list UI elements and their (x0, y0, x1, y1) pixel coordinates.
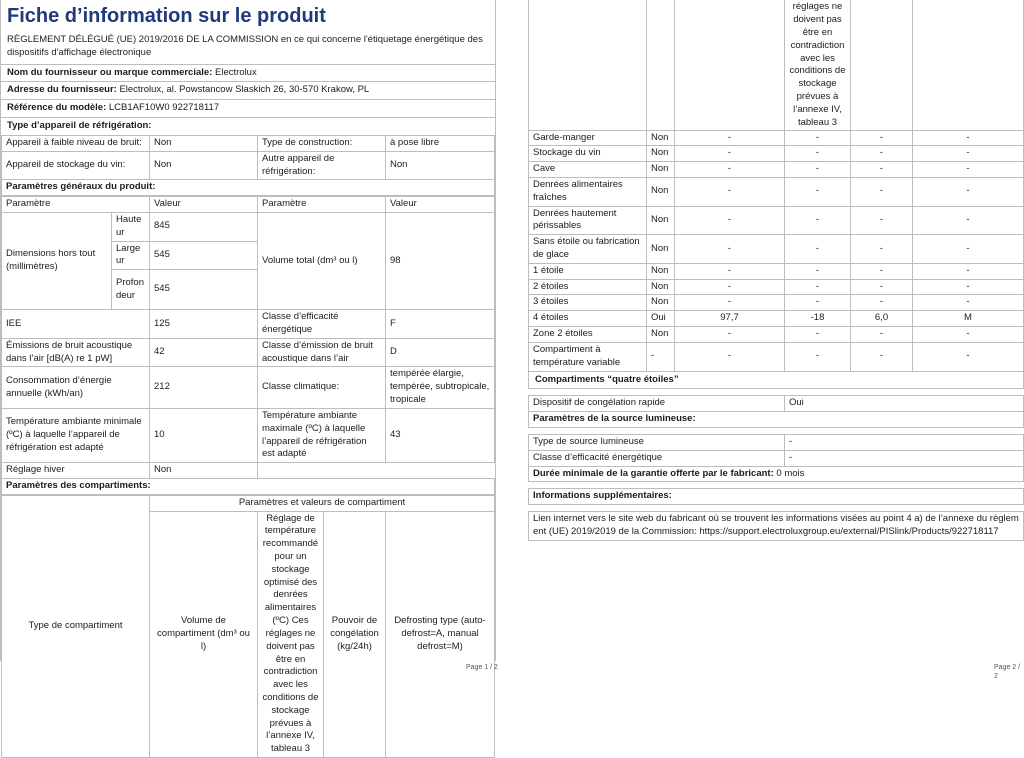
compartment-cell: Non (647, 295, 675, 311)
compartment-volume-header: Volume de compartiment (dm³ ou l) (150, 511, 258, 757)
compartment-cell: 6,0 (851, 311, 913, 327)
compartment-cell: - (675, 206, 785, 235)
compartment-row (529, 342, 1024, 371)
page-number-1: Page 1 / 2 (466, 664, 498, 671)
header-param: Paramètre (2, 197, 150, 213)
compartment-cell: Non (647, 130, 675, 146)
consumption-label: Consommation d’énergie annuelle (kWh/an) (2, 367, 150, 408)
compartment-cell: Non (647, 146, 675, 162)
volume-label: Volume total (dm³ ou l) (258, 212, 386, 309)
page-title: Fiche d’information sur le produit (7, 5, 326, 27)
wine-label: Appareil de stockage du vin: (2, 151, 150, 180)
tmin-label: Température ambiante minimale (ºC) à laquelle l’appareil de réfrigération est adapté (2, 408, 150, 462)
compartment-cell: - (913, 235, 1024, 264)
compartment-name: Zone 2 étoiles (529, 327, 647, 343)
noise-value: 42 (150, 338, 258, 367)
cont-empty-1 (529, 0, 647, 130)
tmax-label: Température ambiante maximale (ºC) à laquelle l’appareil de réfrigération est adapté (258, 408, 386, 462)
compartment-header-table (1, 495, 495, 758)
compartment-name: Compartiment à température variable (529, 342, 647, 371)
warranty-value: 0 mois (776, 467, 805, 479)
compartment-cell: Oui (647, 311, 675, 327)
address-label: Adresse du fournisseur: (7, 84, 117, 96)
compartment-cell: - (785, 327, 851, 343)
compartment-name: 4 étoiles (529, 311, 647, 327)
compartment-cell: - (851, 235, 913, 264)
compartment-row (529, 130, 1024, 146)
cont-empty-4 (851, 0, 913, 130)
compartment-cell: - (785, 235, 851, 264)
construction-label: Type de construction: (258, 136, 386, 151)
light-type-label: Type de source lumineuse (529, 434, 785, 450)
compartment-name: Cave (529, 162, 647, 178)
efficiency-class-label: Classe d’efficacité énergétique (258, 310, 386, 339)
compartment-cell: - (785, 162, 851, 178)
compartment-cell: M (913, 311, 1024, 327)
dimensions-label: Dimensions hors tout (millimètres) (2, 212, 112, 309)
light-heading: Paramètres de la source lumineuse: (529, 412, 1024, 428)
eei-value: 125 (150, 310, 258, 339)
compartment-cell: - (785, 146, 851, 162)
compartment-cell: - (913, 146, 1024, 162)
appliance-type-heading: Type d’appareil de réfrigération: (1, 117, 495, 136)
compartment-cell: - (675, 162, 785, 178)
compartment-name: Garde-manger (529, 130, 647, 146)
compartment-row (529, 295, 1024, 311)
fast-freeze-value: Oui (785, 396, 1024, 412)
compartment-cell: Non (647, 235, 675, 264)
compartment-cell: - (785, 342, 851, 371)
compartment-row (529, 279, 1024, 295)
compartment-cell: - (913, 327, 1024, 343)
compartment-cell: - (675, 235, 785, 264)
tmin-value: 10 (150, 408, 258, 462)
compartment-name: 1 étoile (529, 263, 647, 279)
climate-value: tempérée élargie, tempérée, subtropicale, tropicale (386, 367, 495, 408)
compartment-cell: Non (647, 327, 675, 343)
consumption-value: 212 (150, 367, 258, 408)
noise-class-value: D (386, 338, 495, 367)
compartment-row (529, 206, 1024, 235)
compartment-cell: - (851, 146, 913, 162)
address-value: Electrolux, al. Powstancow Slaskich 26, 30-570 Krakow, PL (119, 84, 370, 96)
fast-freeze-table (528, 395, 1024, 428)
model-label: Référence du modèle: (7, 102, 107, 114)
low-noise-label: Appareil à faible niveau de bruit: (2, 136, 150, 151)
compartment-cell: - (851, 177, 913, 206)
temp-header-continued (785, 0, 851, 130)
compartment-cell: - (913, 279, 1024, 295)
light-class-label: Classe d’efficacité énergétique (529, 450, 785, 466)
compartment-defrost-header: Defrosting type (auto-defrost=A, manual defrost=M) (386, 511, 495, 757)
compartment-row (529, 177, 1024, 206)
compartment-table (528, 0, 1024, 372)
regulation-text: RÈGLEMENT DÉLÉGUÉ (UE) 2019/2016 DE LA COMMISSION en ce qui concerne l'étiquetage énergétique des dispositifs d'affichage électronique (7, 34, 483, 58)
noise-label: Émissions de bruit acoustique dans l’air [dB(A) re 1 pW] (2, 338, 150, 367)
compartment-cell: - (675, 130, 785, 146)
compartment-rows (529, 130, 1024, 371)
page-number-2: Page 2 / 2 (994, 664, 1021, 681)
compartment-cell: - (851, 162, 913, 178)
other-label: Autre appareil de réfrigération: (258, 151, 386, 180)
compartment-cell: - (913, 177, 1024, 206)
compartment-cell: - (675, 327, 785, 343)
light-class-value: - (785, 450, 1024, 466)
cont-empty-2 (647, 0, 675, 130)
compartment-cell: - (851, 327, 913, 343)
manufacturer-link[interactable]: Lien internet vers le site web du fabricant où se trouvent les informations visées au point 4 a) de l’annexe du règlement (UE) 2019/2019 de la Commission: https://support.electroluxgroup.eu/external/PISlink/Products/922718117 (529, 512, 1024, 541)
compartment-row (529, 146, 1024, 162)
supplier-label: Nom du fournisseur ou marque commerciale: (7, 66, 213, 78)
model-row (1, 99, 495, 117)
temp-header-clip (787, 1, 848, 130)
compartment-cell: - (913, 295, 1024, 311)
compartment-cell: - (675, 342, 785, 371)
width-label: Largeur (112, 241, 150, 270)
compartment-name: Denrées alimentaires fraîches (529, 177, 647, 206)
model-value: LCB1AF10W0 922718117 (108, 102, 220, 114)
compartment-cell: - (675, 146, 785, 162)
compartment-cell: - (913, 342, 1024, 371)
compartment-cell: Non (647, 177, 675, 206)
compartment-cell: - (913, 162, 1024, 178)
compartment-cell: - (851, 342, 913, 371)
fast-freeze-label: Dispositif de congélation rapide (529, 396, 785, 412)
temp-header-text: réglages ne doivent pas être en contradiction avec les conditions de stockage prévues à l’annexe IV, tableau 3 (789, 1, 846, 128)
general-table (1, 196, 495, 495)
compartment-cell: - (851, 206, 913, 235)
compartment-cell: - (913, 206, 1024, 235)
compartment-cell: - (785, 279, 851, 295)
header-value: Valeur (150, 197, 258, 213)
compartment-cell: Non (647, 162, 675, 178)
compartment-cell: - (851, 263, 913, 279)
compartment-cell: - (785, 295, 851, 311)
compartments-heading: Paramètres des compartiments: (2, 478, 495, 494)
light-type-value: - (785, 434, 1024, 450)
winter-label: Réglage hiver (2, 463, 150, 479)
low-noise-value: Non (150, 136, 258, 151)
address-row (1, 81, 495, 99)
compartment-name: Sans étoile ou fabrication de glace (529, 235, 647, 264)
other-value: Non (386, 151, 495, 180)
compartment-cell: - (785, 177, 851, 206)
page-2 (528, 0, 1024, 537)
width-value: 545 (150, 241, 258, 270)
height-value: 845 (150, 212, 258, 241)
compartment-cell: - (675, 295, 785, 311)
compartment-cell: - (785, 263, 851, 279)
compartment-name: 2 étoiles (529, 279, 647, 295)
volume-value: 98 (386, 212, 495, 309)
info-table (528, 488, 1024, 505)
winter-value: Non (150, 463, 258, 479)
eei-label: IEE (2, 310, 150, 339)
light-table (528, 434, 1024, 482)
compartment-cell: - (913, 263, 1024, 279)
compartment-cell: - (675, 279, 785, 295)
warranty-label: Durée minimale de la garantie offerte par le fabricant: (533, 467, 774, 479)
compartment-cell: - (851, 279, 913, 295)
compartment-cell: -18 (785, 311, 851, 327)
height-label: Hauteur (112, 212, 150, 241)
compartment-cell: - (785, 130, 851, 146)
cont-empty-3 (675, 0, 785, 130)
info-heading: Informations supplémentaires: (529, 489, 1024, 505)
climate-label: Classe climatique: (258, 367, 386, 408)
compartment-cell: - (851, 295, 913, 311)
appliance-table (1, 136, 495, 196)
compartment-cell: Non (647, 263, 675, 279)
compartment-cell: Non (647, 206, 675, 235)
header-value-2: Valeur (386, 197, 495, 213)
compartment-row (529, 235, 1024, 264)
compartment-row (529, 327, 1024, 343)
header-param-2: Paramètre (258, 197, 386, 213)
depth-value: 545 (150, 270, 258, 310)
compartment-row (529, 263, 1024, 279)
compartment-cell: 97,7 (675, 311, 785, 327)
compartment-cell: - (675, 263, 785, 279)
tmax-value: 43 (386, 408, 495, 462)
four-star-heading: Compartiments “quatre étoiles” (528, 372, 1024, 390)
wine-value: Non (150, 151, 258, 180)
compartment-cell: - (913, 130, 1024, 146)
compartment-name: Stockage du vin (529, 146, 647, 162)
compartment-name: 3 étoiles (529, 295, 647, 311)
compartment-freeze-header: Pouvoir de congélation (kg/24h) (324, 511, 386, 757)
compartment-cell: Non (647, 279, 675, 295)
compartment-row (529, 311, 1024, 327)
supplier-value: Electrolux (215, 66, 257, 78)
depth-label: Profondeur (112, 270, 150, 310)
link-table (528, 511, 1024, 541)
compartment-cell: - (675, 177, 785, 206)
winter-empty (258, 463, 495, 479)
construction-value: à pose libre (386, 136, 495, 151)
general-heading: Paramètres généraux du produit: (2, 180, 495, 196)
compartment-row (529, 162, 1024, 178)
compartment-cell: - (785, 206, 851, 235)
noise-class-label: Classe d’émission de bruit acoustique dans l’air (258, 338, 386, 367)
compartment-type-header: Type de compartiment (2, 495, 150, 757)
compartment-temp-header: Réglage de température recommandé pour un stockage optimisé des denrées alimentaires (ºC) Ces réglages ne doivent pas être en contradiction avec les conditions de stockage prévues à l’annexe IV, tableau 3 (258, 511, 324, 757)
compartment-cell: - (647, 342, 675, 371)
efficiency-class-value: F (386, 310, 495, 339)
cont-empty-5 (913, 0, 1024, 130)
compartment-name: Denrées hautement périssables (529, 206, 647, 235)
compartment-params-header: Paramètres et valeurs de compartiment (150, 495, 495, 511)
warranty-row (529, 466, 1024, 482)
supplier-row (1, 64, 495, 82)
compartment-cell: - (851, 130, 913, 146)
